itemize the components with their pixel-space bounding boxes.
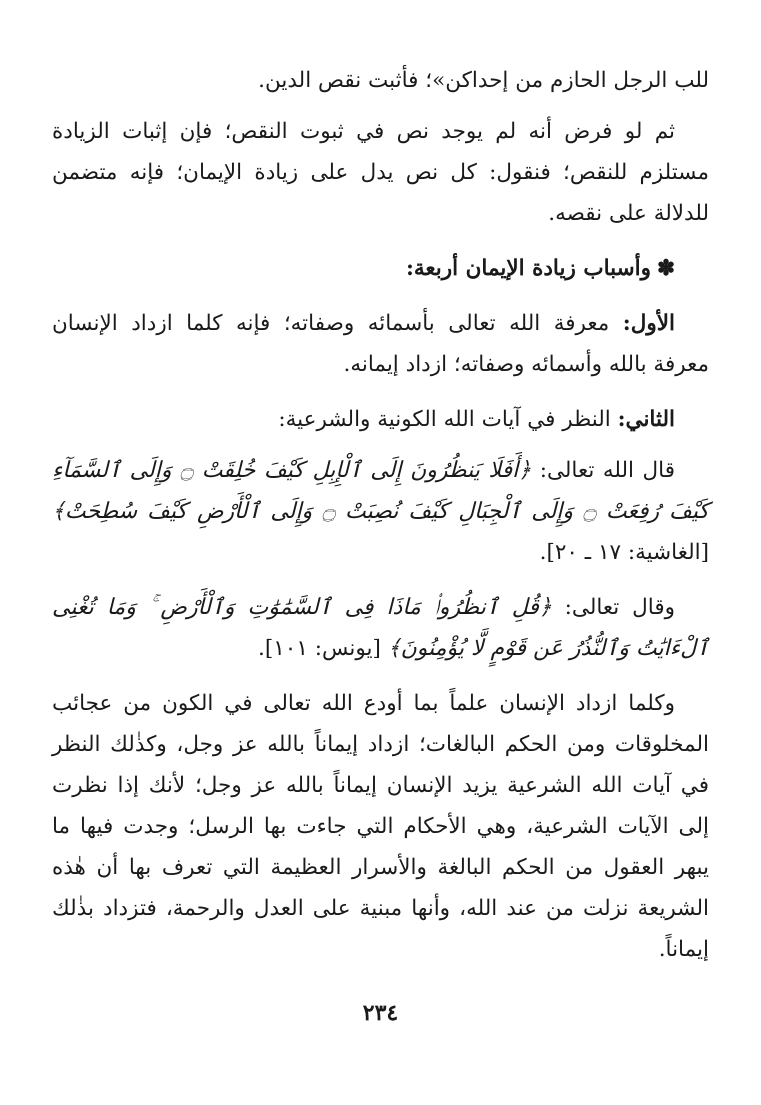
paragraph-knowledge-increase: وكلما ازداد الإنسان علماً بما أودع الله تعالى في الكون من عجائب المخلوقات ومن الحكم البالغات؛ ازداد إيماناً بالله عز وجل، وكذٰلك النظر في آيات الله الشرعية يزيد الإنسان إيماناً بالله عز وجل؛ لأنك إذا نظرت إلى الآيات الشرعية، وهي الأحكام التي جاءت بها الرسل؛ وجدت فيها ما يبهر العقول من الحكم البالغة والأسرار العظيمة التي تعرف بها أن هٰذه الشريعة نزلت من عند الله، وأنها مبنية على العدل والرحمة، فتزداد بذٰلك إيماناً. — [52, 691, 709, 962]
paragraph-first-cause — [52, 303, 709, 385]
verse2-quran-text: ﴿قُلِ ٱنظُرُوا۟ مَاذَا فِى ٱلسَّمَٰوَٰتِ وَٱلْأَرْضِ ۚ وَمَا تُغْنِى ٱلْءَايَٰتُ وَٱلنُّذُرُ عَن قَوْمٍ لَّا يُؤْمِنُونَ﴾ — [52, 595, 709, 661]
first-label: الأول: — [622, 311, 675, 336]
paragraph-second-cause — [52, 399, 709, 440]
verse2-intro: وقال تعالى: — [564, 595, 675, 620]
verse1-intro: قال الله تعالى: — [539, 458, 675, 483]
star-bullet-icon: ✽ — [656, 256, 675, 281]
second-text: النظر في آيات الله الكونية والشرعية: — [278, 407, 611, 432]
paragraph-decrease-proof: ثم لو فرض أنه لم يوجد نص في ثبوت النقص؛ فإن إثبات الزيادة مستلزم للنقص؛ فنقول: كل نص يدل على زيادة الإيمان؛ فإنه متضمن للدلالة على نقصه. — [52, 119, 709, 226]
verse2-reference: [يونس: ١٠١]. — [258, 636, 381, 661]
paragraph-continuation: للب الرجل الحازم من إحداكن»؛ فأثبت نقص الدين. — [258, 68, 709, 93]
first-text: معرفة الله تعالى بأسمائه وصفاته؛ فإنه كلما ازداد الإنسان معرفة بالله وأسمائه وصفاته؛ ازداد إيمانه. — [52, 311, 709, 377]
verse-block-yunus — [52, 587, 709, 669]
second-label: الثاني: — [617, 407, 675, 432]
page-number: ٢٣٤ — [362, 1000, 399, 1026]
verse1-reference: [الغاشية: ١٧ ـ ٢٠]. — [539, 540, 709, 565]
verse1-quran-text: ﴿أَفَلَا يَنظُرُونَ إِلَى ٱلْإِبِلِ كَيْفَ خُلِقَتْ ۝ وَإِلَى ٱلسَّمَآءِ كَيْفَ رُفِعَتْ ۝ وَإِلَى ٱلْجِبَالِ كَيْفَ نُصِبَتْ ۝ وَإِلَى ٱلْأَرْضِ كَيْفَ سُطِحَتْ﴾ — [52, 458, 710, 524]
section-heading-text: وأسباب زيادة الإيمان أربعة: — [405, 256, 651, 281]
section-heading — [52, 248, 709, 289]
verse-block-ghashiya — [52, 450, 709, 573]
